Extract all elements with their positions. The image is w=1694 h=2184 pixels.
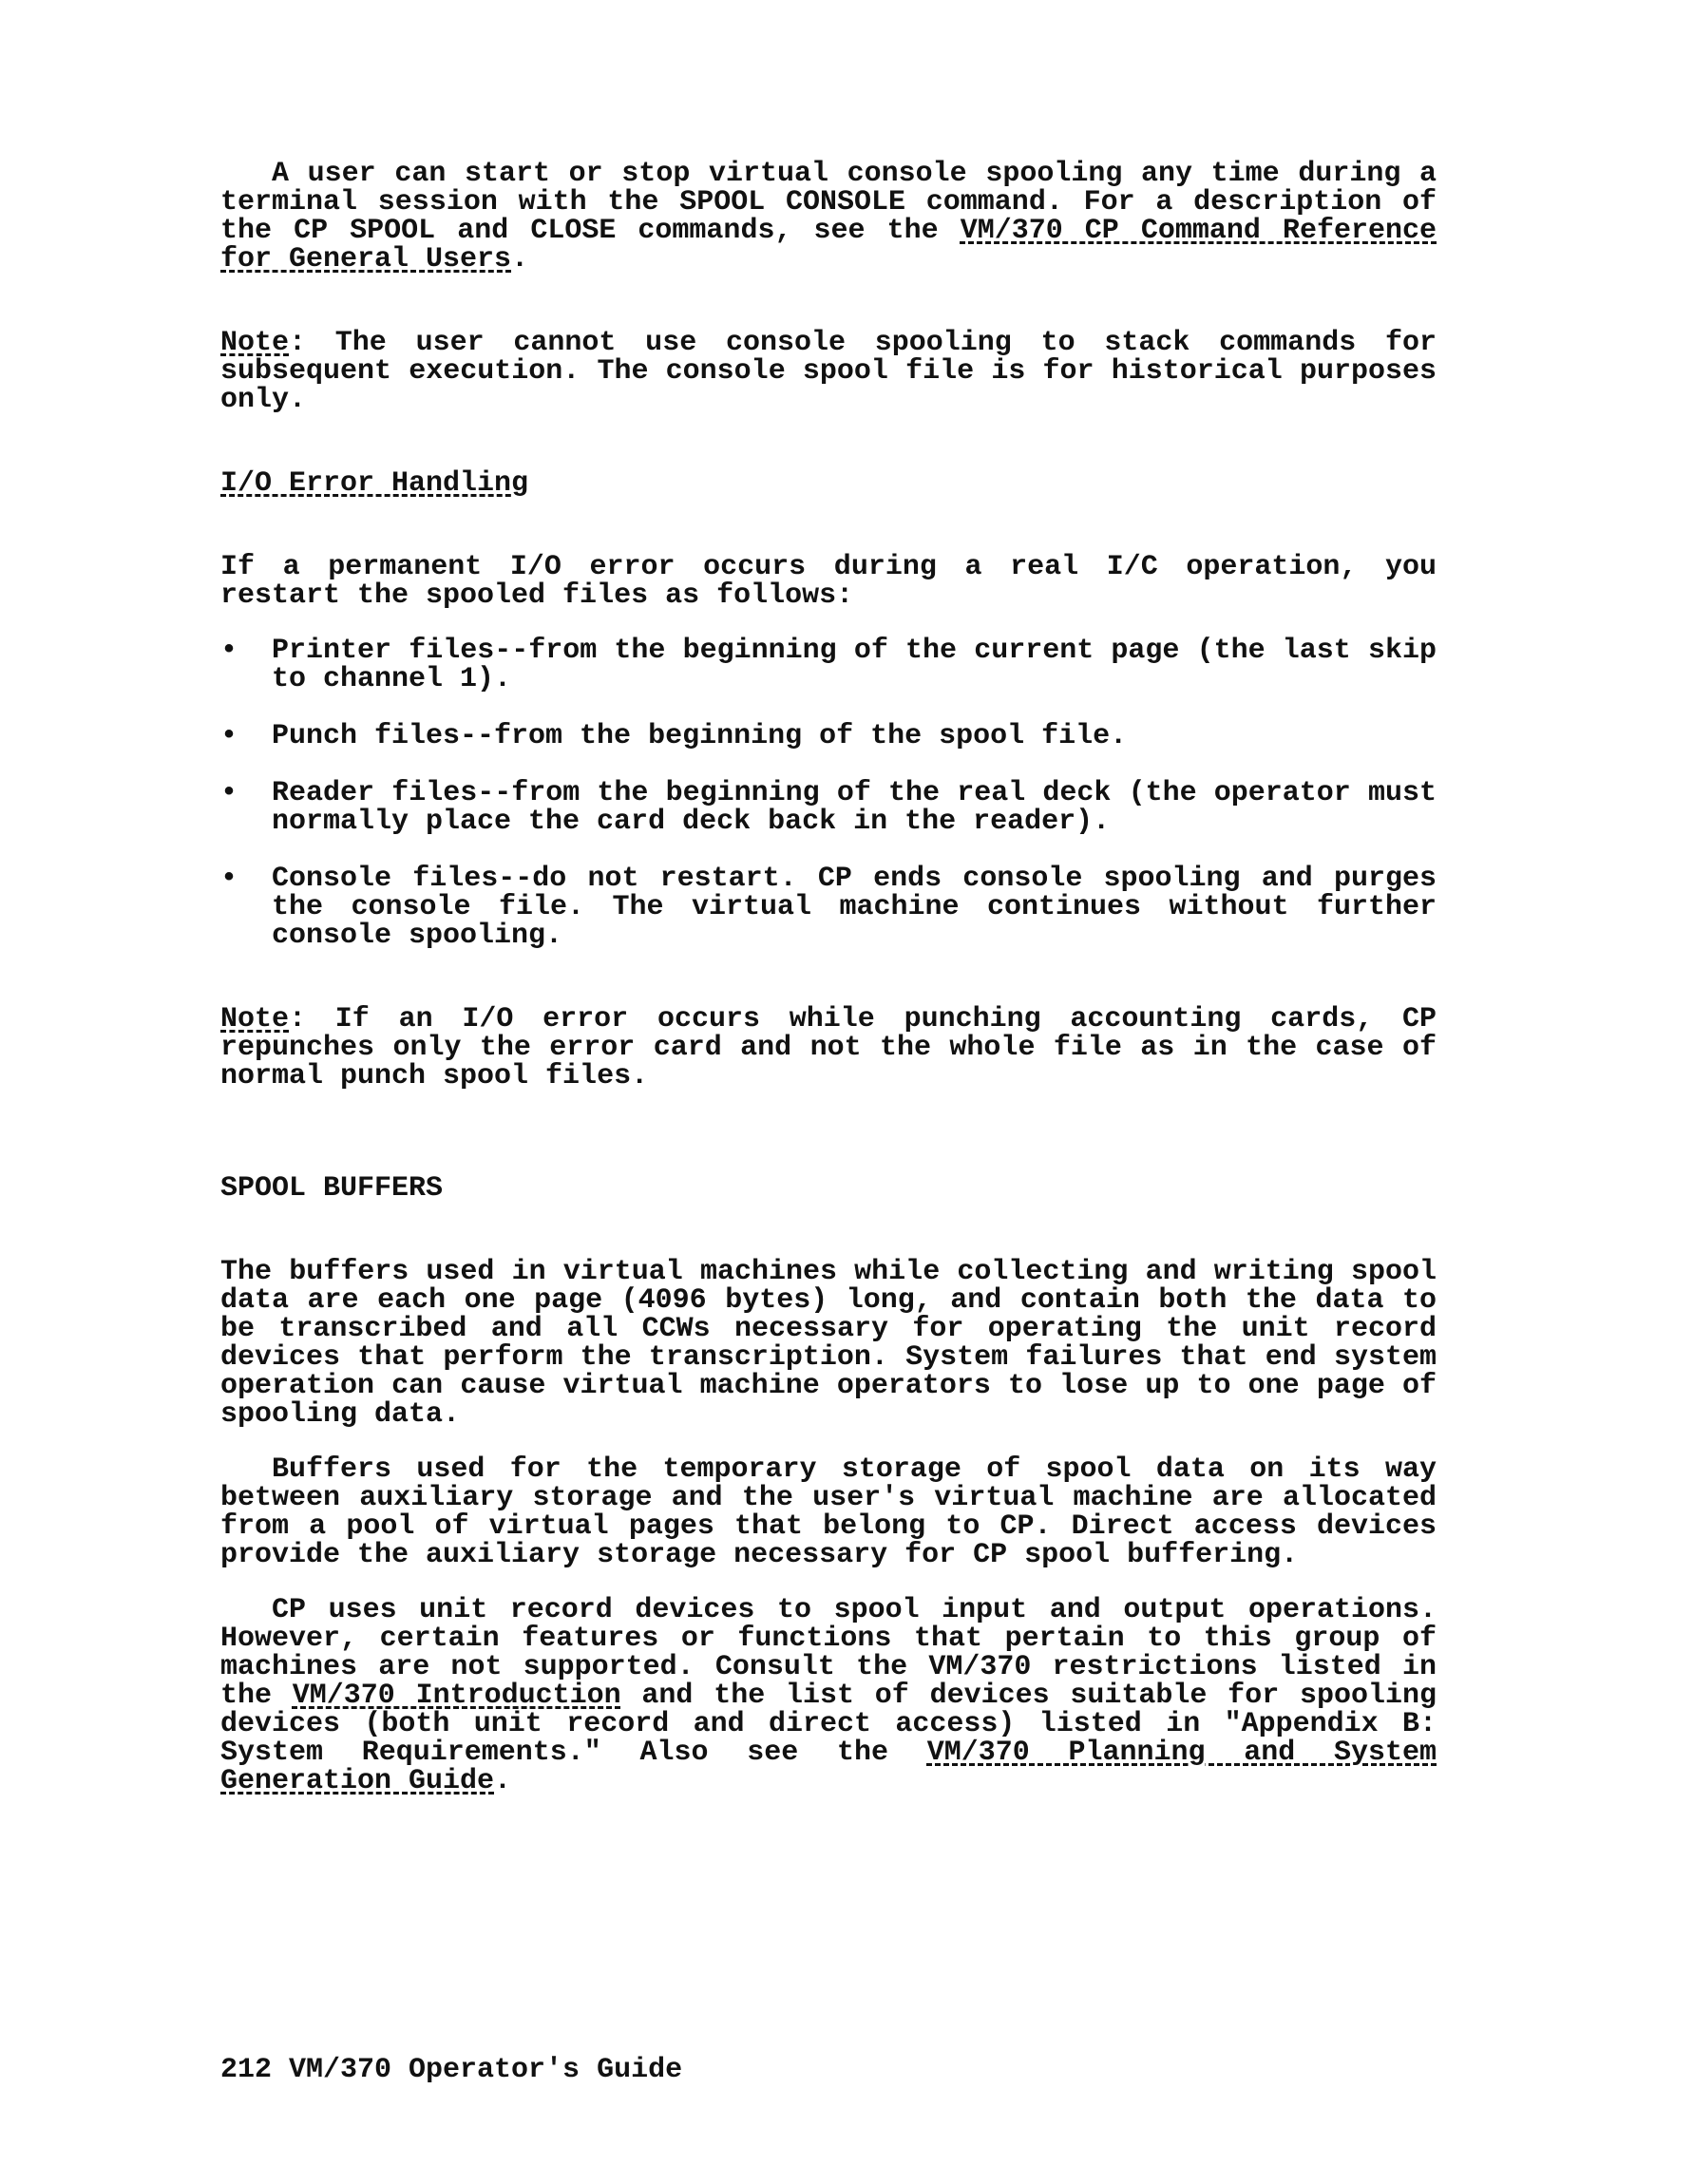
bullet-text: Console files--do not restart. CP ends console spooling and purges the console file. The virtual machine continues without further console spooling. — [272, 863, 1437, 952]
note-paragraph-1 — [220, 329, 1437, 414]
spacer — [220, 1203, 1437, 1258]
bullet-text: Printer files--from the beginning of the current page (the last skip to channel 1). — [272, 635, 1437, 695]
intro-text-b: . — [511, 243, 529, 275]
note-label-2: Note — [220, 1003, 290, 1035]
spacer — [220, 1429, 1437, 1455]
note-text-1: : The user cannot use console spooling to stack commands for subsequent execution. The console spool file is for historical purposes only. — [220, 327, 1437, 416]
bullet-icon: • — [220, 720, 238, 752]
spool-p3-text-c: . — [494, 1765, 512, 1797]
bullet-text: Reader files--from the beginning of the real deck (the operator must normally place the card deck back in the reader). — [272, 777, 1437, 838]
planning-guide-title: VM/370 Planning and System Generation Guide — [220, 1737, 1437, 1797]
document-page — [220, 160, 1437, 1795]
spacer — [220, 498, 1437, 553]
spacer — [220, 950, 1437, 1005]
io-intro-paragraph: If a permanent I/O error occurs during a real I/C operation, you restart the spooled files as follows: — [220, 551, 1437, 612]
spool-p3-text-a: CP uses unit record devices to spool input and output operations. However, certain features or functions that pertain to this group of machines are not supported. Consult the VM/370 restrictions listed in the — [220, 1594, 1437, 1712]
note-text-2: : If an I/O error occurs while punching accounting cards, CP repunches only the error card and not the whole file as in the case of normal punch spool files. — [220, 1003, 1437, 1092]
note-label-1: Note — [220, 327, 290, 359]
io-error-heading — [220, 469, 1437, 498]
spool-paragraph-2: Buffers used for the temporary storage of spool data on its way between auxiliary storage and the user's virtual machine are allocated from a pool of virtual pages that belong to CP. Direct access devices provide the auxiliary storage necessary for CP spool buffering. — [220, 1453, 1437, 1571]
spool-p3-text-b: and the list of devices suitable for spooling devices (both unit record and direct access) listed in "Appendix B: System Requirements." Also see the — [220, 1680, 1437, 1769]
note-paragraph-2 — [220, 1005, 1437, 1091]
io-error-heading-text: I/O Error Handling — [220, 467, 529, 500]
spacer — [220, 610, 1437, 636]
list-item — [220, 636, 1437, 693]
cp-command-reference-title: VM/370 CP Command Reference for General Users — [220, 215, 1437, 275]
spool-paragraph-1: The buffers used in virtual machines while collecting and writing spool data are each one page (4096 bytes) long, and contain both the data to be transcribed and all CCWs necessary for operating the unit record devices that perform the transcription. System failures that end system operation can cause virtual machine operators to lose up to one page of spooling data. — [220, 1256, 1437, 1431]
bullet-icon: • — [220, 635, 238, 667]
bullet-text: Punch files--from the beginning of the spool file. — [272, 720, 1128, 752]
intro-text-a: A user can start or stop virtual console spooling any time during a terminal session with the SPOOL CONSOLE command. For a description of the CP SPOOL and CLOSE commands, see the — [220, 158, 1437, 247]
vm370-introduction-title: VM/370 Introduction — [292, 1680, 621, 1712]
list-item — [220, 779, 1437, 836]
spacer — [220, 414, 1437, 469]
list-item — [220, 722, 1437, 750]
spacer — [220, 1091, 1437, 1174]
bullet-icon: • — [220, 863, 238, 895]
spool-paragraph-3 — [220, 1596, 1437, 1795]
page-footer: 212 VM/370 Operator's Guide — [220, 2054, 683, 2086]
list-item — [220, 864, 1437, 950]
intro-paragraph — [220, 160, 1437, 274]
spacer — [220, 274, 1437, 329]
spool-buffers-heading: SPOOL BUFFERS — [220, 1172, 444, 1205]
spacer — [220, 1569, 1437, 1596]
bullet-icon: • — [220, 777, 238, 809]
restart-bullet-list — [220, 636, 1437, 950]
